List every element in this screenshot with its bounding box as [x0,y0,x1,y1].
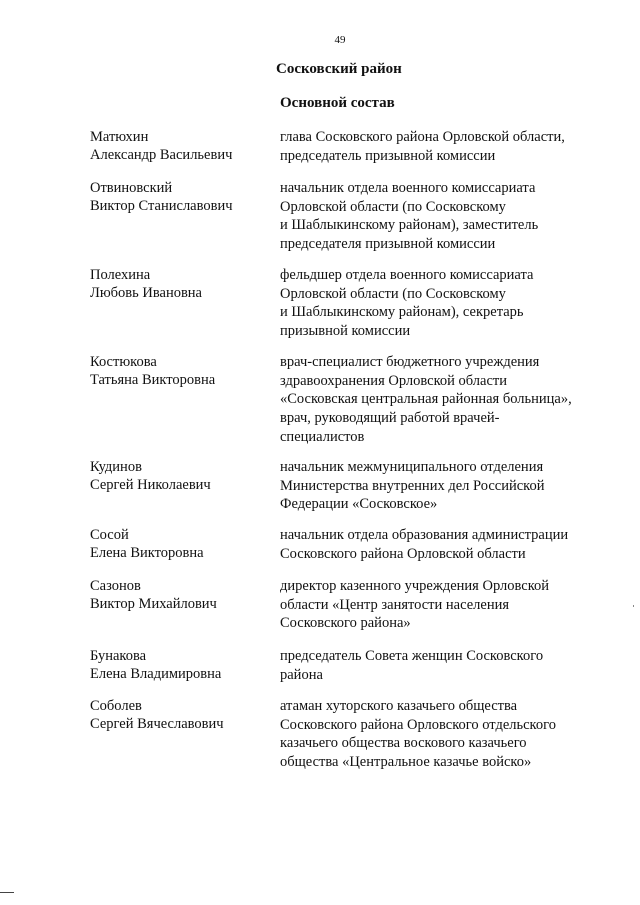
role-line: директор казенного учреждения Орловской [280,578,550,594]
member-surname: Сазонов [90,578,141,594]
member-surname: Кудинов [90,459,142,475]
member-given-names: Елена Владимировна [90,666,222,682]
member-given-names: Сергей Вячеславович [90,716,224,732]
member-given-names: Елена Викторовна [90,545,204,561]
member-name [90,697,270,733]
member-given-names: Александр Васильевич [90,147,233,163]
district-title: Сосковский район [276,61,402,77]
member-role [280,179,600,254]
role-line: врач, руководящий работой врачей- [280,410,500,427]
role-line: врач-специалист бюджетного учреждения [280,354,540,370]
role-line: «Сосковская центральная районная больница», [280,391,572,408]
role-line: атаман хуторского казачьего общества [280,698,518,714]
member-given-names: Татьяна Викторовна [90,372,216,388]
role-line: председатель призывной комиссии [280,147,496,164]
role-line: Орловской области (по Сосковскому [280,198,506,215]
role-line: глава Сосковского района Орловской области, [280,129,565,145]
role-line: председатель Совета женщин Сосковского [280,648,544,664]
role-line: и Шаблыкинскому районам), секретарь [280,304,524,321]
member-given-names: Сергей Николаевич [90,477,211,493]
role-line: Орловской области (по Сосковскому [280,285,506,302]
member-name [90,526,270,562]
member-role [280,697,600,772]
role-line: Сосковского района» [280,615,411,632]
member-surname: Соболев [90,698,142,714]
role-line: начальник отдела образования администрации [280,527,569,543]
member-name [90,179,270,215]
member-surname: Костюкова [90,354,157,370]
role-line: Сосковского района Орловского отдельского [280,716,556,733]
member-name [90,353,270,389]
role-line: фельдшер отдела военного комиссариата [280,267,534,283]
role-line: Федерации «Сосковское» [280,496,438,513]
role-line: специалистов [280,428,365,445]
member-surname: Полехина [90,267,151,283]
role-line: и Шаблыкинскому районам), заместитель [280,217,539,234]
member-role [280,128,600,165]
role-line: Сосковского района Орловской области [280,545,526,562]
member-surname: Матюхин [90,129,149,145]
role-line: Министерства внутренних дел Российской [280,477,545,494]
role-line: здравоохранения Орловской области [280,372,507,389]
role-line: начальник межмуниципального отделения [280,459,544,475]
scan-speck [633,605,634,607]
scan-edge-mark [0,892,14,893]
member-name [90,128,270,164]
member-surname: Сосой [90,527,129,543]
member-role [280,577,600,633]
role-line: председателя призывной комиссии [280,236,496,253]
member-role [280,353,600,447]
member-surname: Отвиновский [90,180,173,196]
role-line: района [280,666,323,683]
member-given-names: Виктор Станиславович [90,198,233,214]
role-line: начальник отдела военного комиссариата [280,180,536,196]
role-line: области «Центр занятости населения [280,596,510,613]
member-name [90,458,270,494]
member-name [90,647,270,683]
role-line: общества «Центральное казачье войско» [280,754,532,771]
member-role [280,458,600,514]
member-role [280,647,600,684]
member-surname: Бунакова [90,648,147,664]
member-given-names: Любовь Ивановна [90,285,202,301]
member-name [90,577,270,613]
role-line: казачьего общества воскового казачьего [280,735,527,752]
member-role [280,266,600,341]
member-role [280,526,600,563]
section-title: Основной состав [280,95,395,111]
page-number: 49 [334,34,346,46]
role-line: призывной комиссии [280,323,411,340]
member-name [90,266,270,302]
member-given-names: Виктор Михайлович [90,596,217,612]
